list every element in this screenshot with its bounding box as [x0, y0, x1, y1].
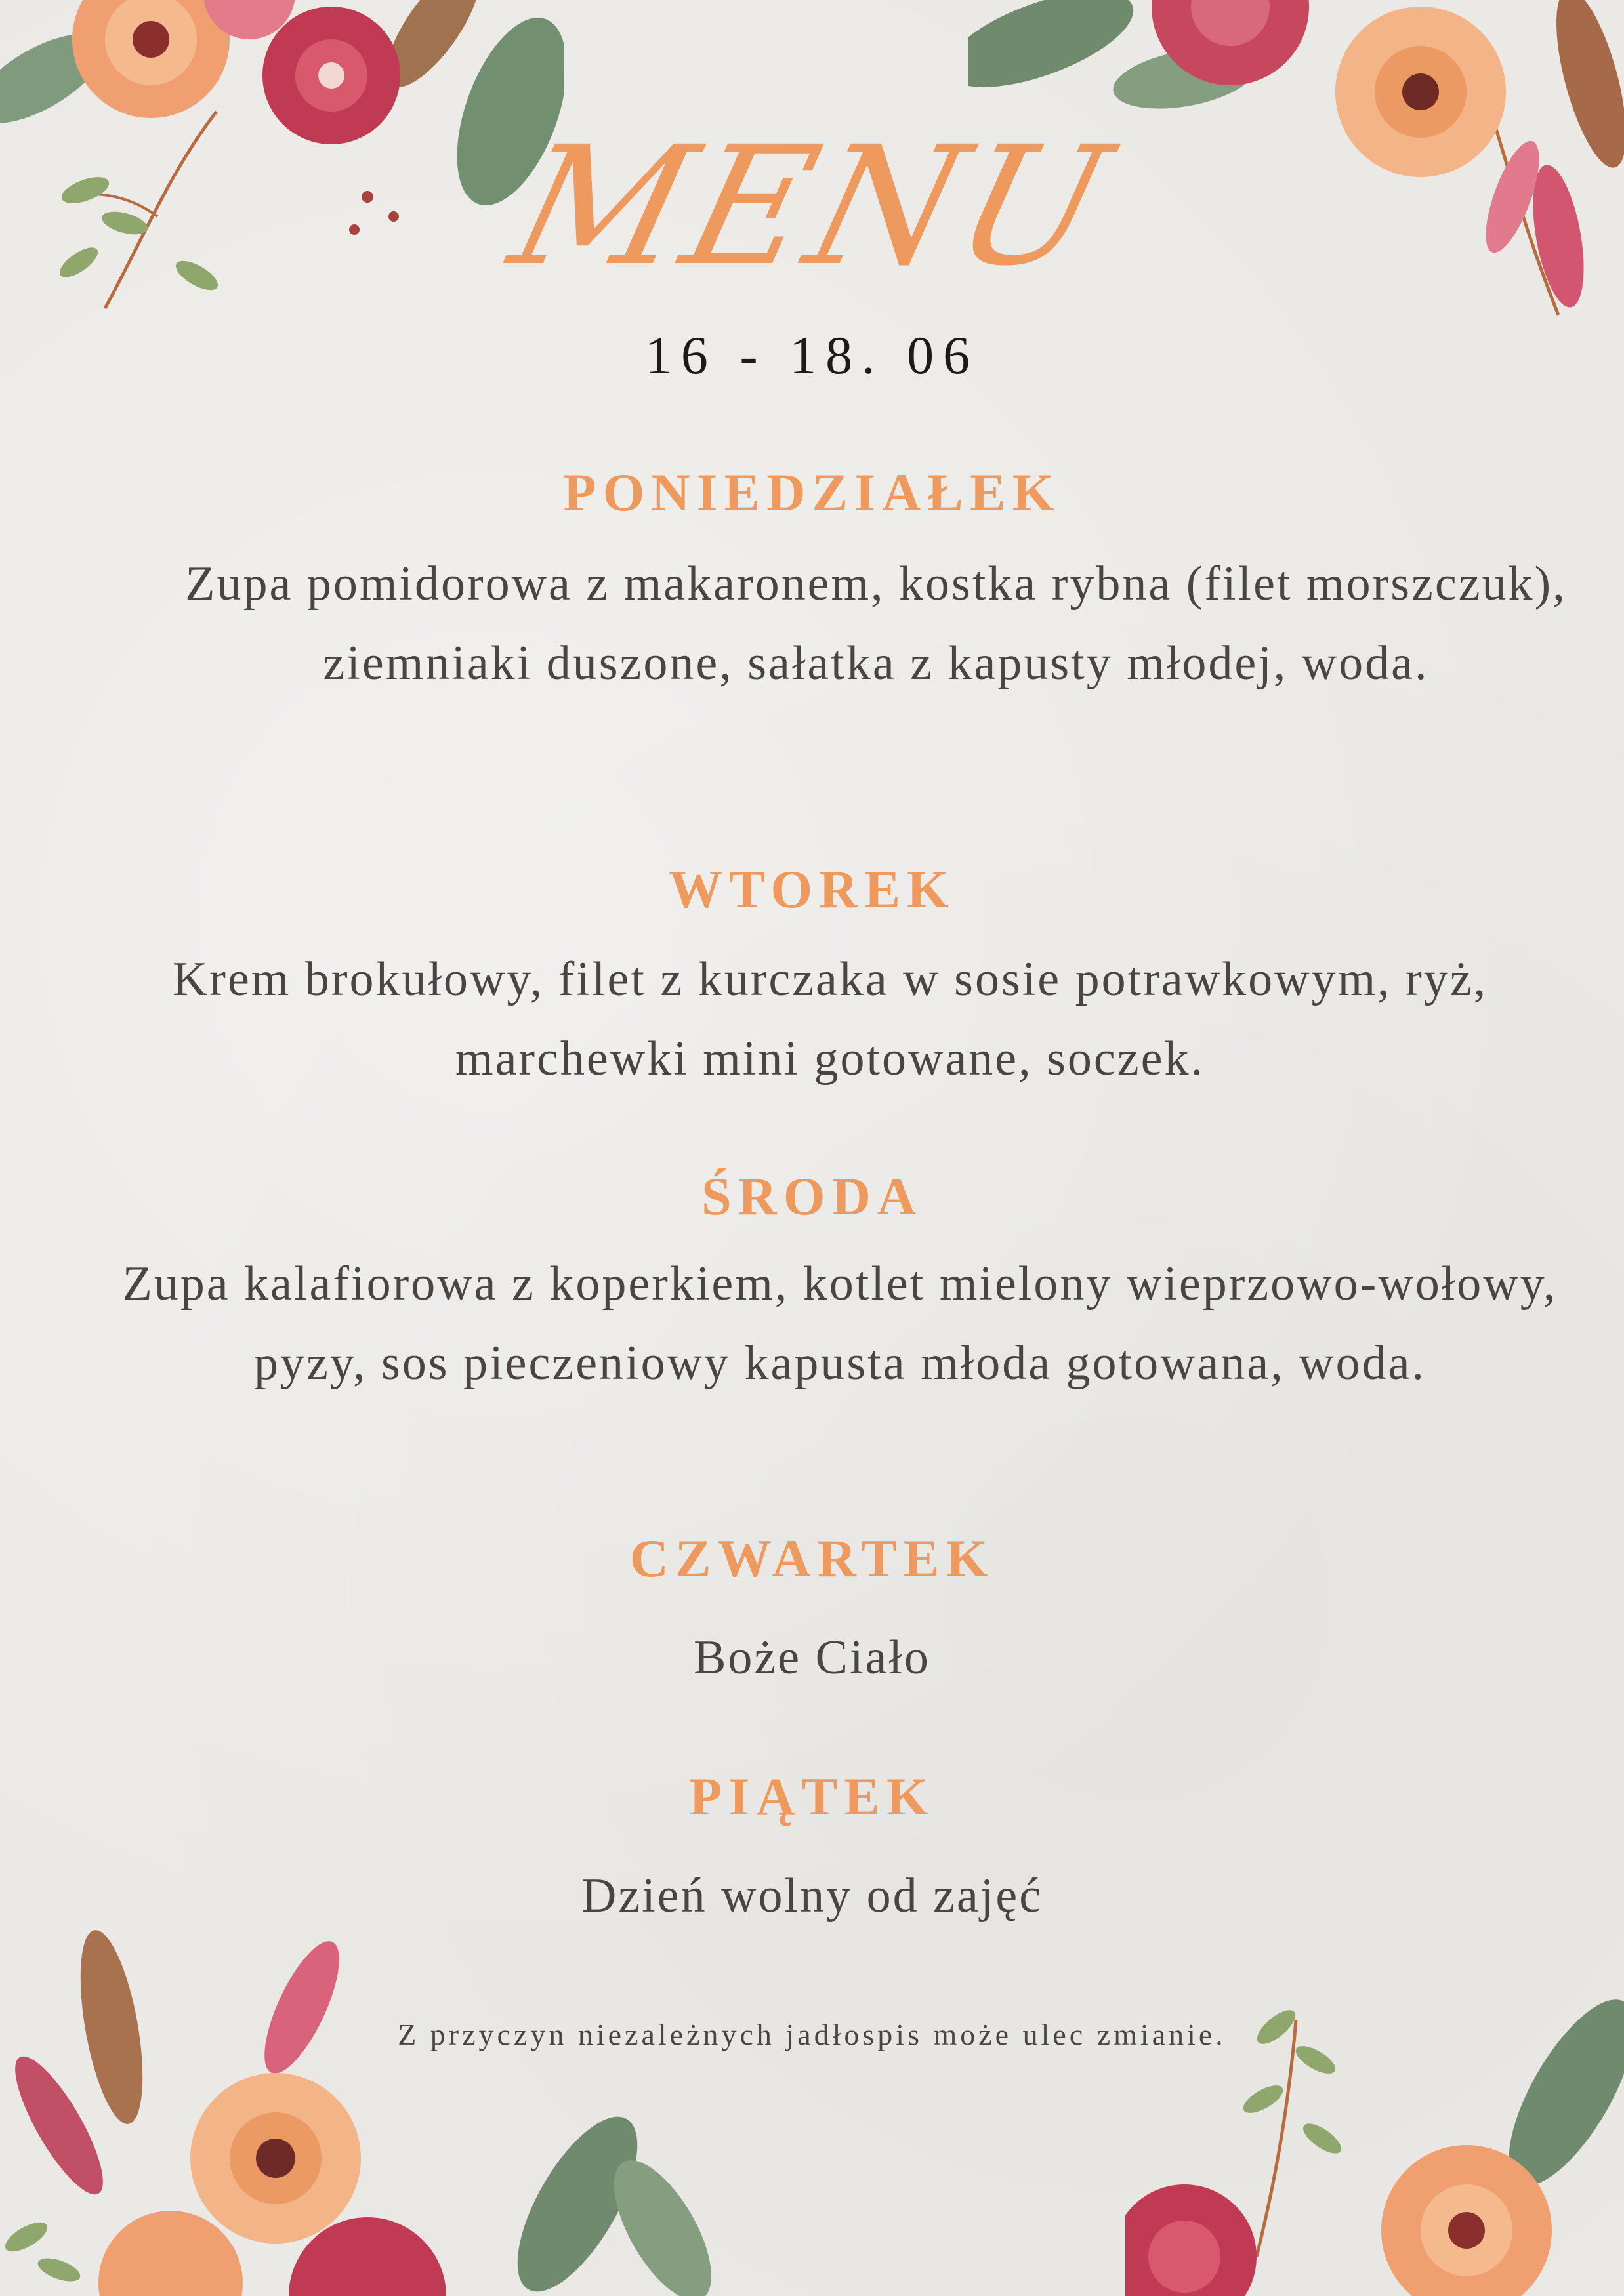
meal-monday: Zupa pomidorowa z makaronem, kostka rybna (filet morszczuk), ziemniaki duszone, sałatka z kapusty młodej, woda. [185, 557, 1567, 690]
day-heading-thursday: CZWARTEK [629, 1528, 995, 1588]
day-heading-monday: PONIEDZIAŁEK [563, 462, 1061, 522]
meal-tuesday: Krem brokułowy, filet z kurczaka w sosie potrawkowym, ryż, marchewki mini gotowane, soczek. [172, 953, 1488, 1086]
day-heading-tuesday: WTOREK [669, 859, 955, 919]
date-range: 16 - 18. 06 [644, 325, 980, 385]
menu-title: MENU [495, 111, 1129, 302]
floral-decoration-bottom-right [1125, 1929, 1624, 2296]
day-heading-wednesday: ŚRODA [701, 1166, 923, 1226]
meal-friday: Dzień wolny od zajęć [581, 1869, 1043, 1923]
floral-decoration-bottom-left [0, 1929, 722, 2296]
day-heading-friday: PIĄTEK [689, 1767, 935, 1826]
footer-note: Z przyczyn niezależnych jadłospis może ulec zmianie. [398, 2018, 1226, 2051]
meal-wednesday: Zupa kalafiorowa z koperkiem, kotlet mielony wieprzowo-wołowy, pyzy, sos pieczeniowy kapusta młoda gotowana, woda. [122, 1257, 1558, 1390]
meal-thursday: Boże Ciało [694, 1631, 930, 1685]
